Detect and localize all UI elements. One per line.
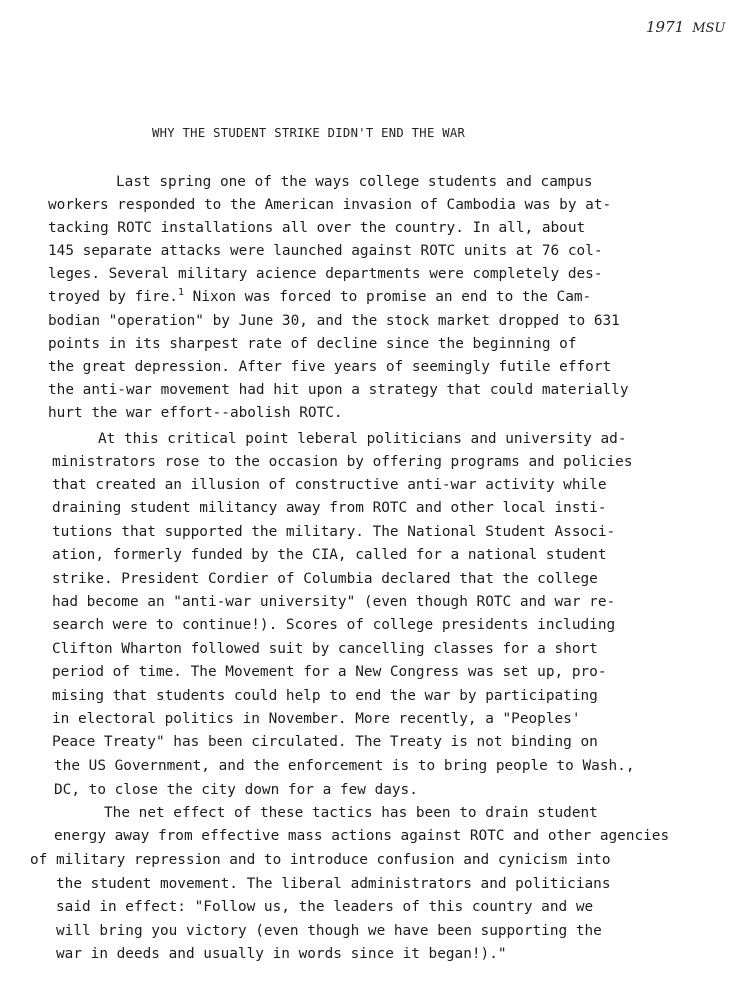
text-line: Clifton Wharton followed suit by cancelling classes for a short [52,641,598,657]
text-line: the great depression. After five years of seemingly futile effort [48,359,612,375]
text-line: draining student militancy away from ROTC and other local insti- [52,500,607,516]
annotation-year: 1971 [646,18,685,36]
handwritten-annotation [646,18,725,36]
text-line-start: troyed by fire. [48,289,178,305]
text-line: hurt the war effort--abolish ROTC. [48,405,343,421]
annotation-school: MSU [692,21,726,36]
text-line: had become an "anti-war university" (even though ROTC and war re- [52,594,616,610]
text-line: leges. Several military acience departments were completely des- [48,266,603,282]
text-line: workers responded to the American invasion of Cambodia was by at- [48,197,612,213]
text-line: war in deeds and usually in words since it began!)." [56,946,507,962]
text-line: points in its sharpest rate of decline since the beginning of [48,336,577,352]
text-line: will bring you victory (even though we have been supporting the [56,923,602,939]
text-line: energy away from effective mass actions against ROTC and other agencies [54,828,670,844]
text-line [48,287,592,305]
text-line: strike. President Cordier of Columbia declared that the college [52,571,598,587]
footnote-marker: 1 [177,287,184,299]
text-line: The net effect of these tactics has been to drain student [104,805,598,821]
text-line: At this critical point leberal politicians and university ad- [98,431,627,447]
text-line: the student movement. The liberal administrators and politicians [56,876,611,892]
document-title: WHY THE STUDENT STRIKE DIDN'T END THE WAR [152,126,466,140]
text-line: ministrators rose to the occasion by offering programs and policies [52,454,633,470]
text-line-tail: Nixon was forced to promise an end to the Cam- [184,289,592,305]
text-line: period of time. The Movement for a New Congress was set up, pro- [52,664,607,680]
text-line: DC, to close the city down for a few days. [54,782,418,798]
text-line: of military repression and to introduce confusion and cynicism into [30,852,611,868]
text-line: ation, formerly funded by the CIA, called for a national student [52,547,607,563]
text-line: search were to continue!). Scores of college presidents including [52,617,616,633]
text-line: tutions that supported the military. The National Student Associ- [52,524,616,540]
text-line: in electoral politics in November. More recently, a "Peoples' [52,711,581,727]
text-line: said in effect: "Follow us, the leaders of this country and we [56,899,594,915]
text-line: tacking ROTC installations all over the country. In all, about [48,220,586,236]
text-line: the US Government, and the enforcement is to bring people to Wash., [54,758,635,774]
text-line: 145 separate attacks were launched against ROTC units at 76 col- [48,243,603,259]
text-line: mising that students could help to end the war by participating [52,688,598,704]
text-line: the anti-war movement had hit upon a strategy that could materially [48,382,629,398]
text-line: Last spring one of the ways college students and campus [116,174,593,190]
text-line: that created an illusion of constructive anti-war activity while [52,477,607,493]
text-line: Peace Treaty" has been circulated. The Treaty is not binding on [52,734,598,750]
text-line: bodian "operation" by June 30, and the stock market dropped to 631 [48,313,620,329]
